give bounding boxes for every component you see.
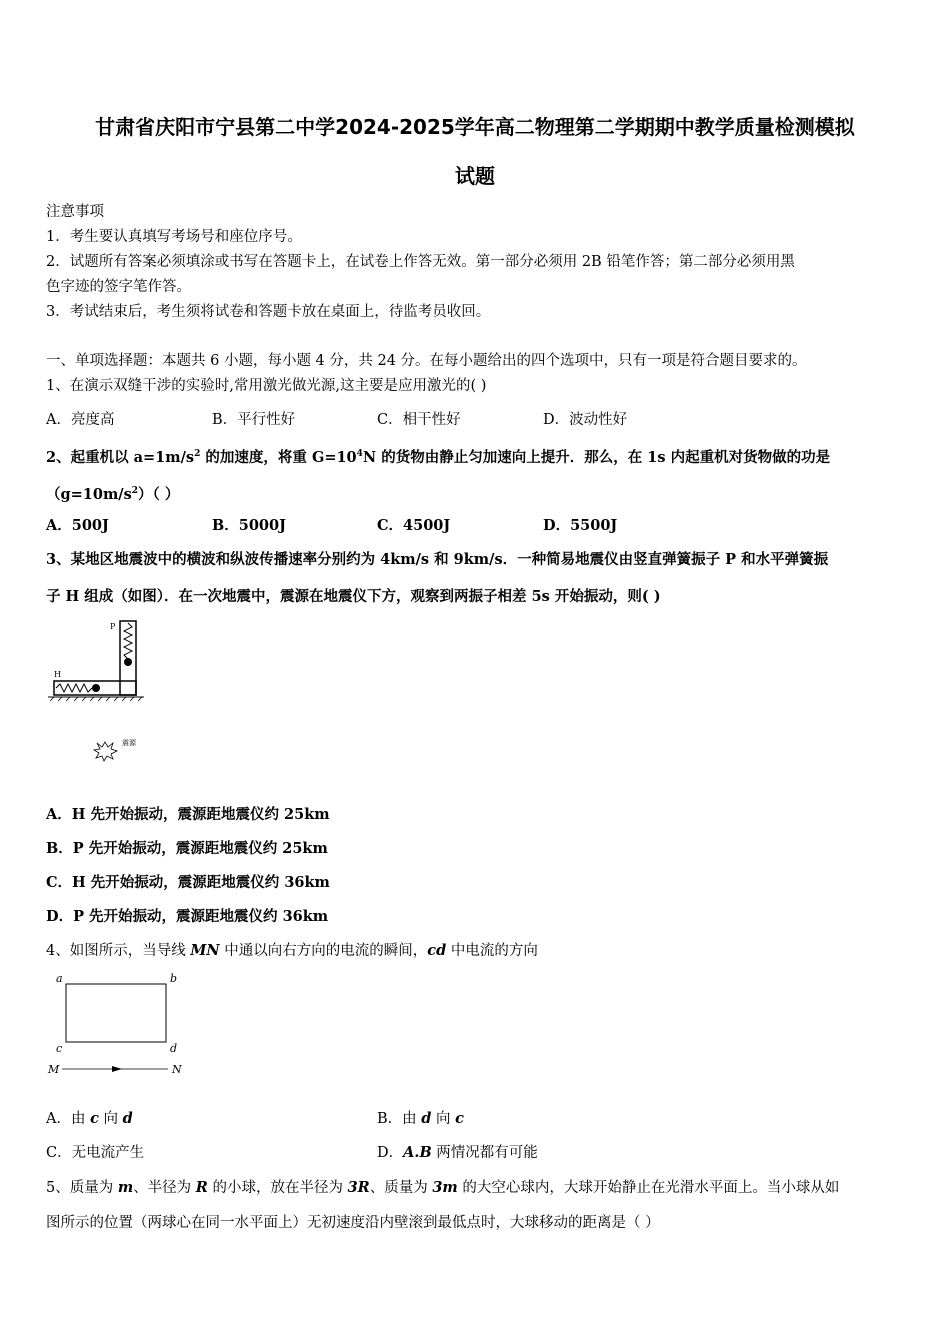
q5-stem-line2: 图所示的位置（两球心在同一水平面上）无初速度沿内壁滚到最低点时，大球移动的距离是（ ） (46, 1215, 660, 1231)
label-h: H (54, 670, 61, 679)
q3-option-a: A．H 先开始振动，震源距地震仪约 25km (46, 806, 330, 823)
q5-p5: 的大空心球内，大球开始静止在光滑水平面上。当小球从如 (457, 1180, 840, 1196)
label-a: a (56, 972, 63, 985)
q4-stem-b: 中通以向右方向的电流的瞬间， (219, 943, 428, 959)
label-n: N (172, 1063, 182, 1076)
q1-option-c: C．相干性好 (377, 412, 461, 428)
horizontal-spring (56, 684, 92, 692)
q4-option-c: C．无电流产生 (46, 1145, 145, 1161)
q5-r: R (195, 1179, 208, 1196)
notice-item-2-cont: 色字迹的签字笔作答。 (46, 279, 191, 295)
q3-option-b: B．P 先开始振动，震源距地震仪约 25km (46, 840, 328, 857)
q2-stem2-b: ）（ ） (138, 485, 180, 503)
notice-item-1: 1．考生要认真填写考场号和座位序号。 (46, 229, 302, 245)
q3-option-d: D．P 先开始振动，震源距地震仪约 36km (46, 908, 329, 925)
q2-option-c: C．4500J (377, 517, 451, 534)
q2-option-d: D．5500J (543, 517, 618, 534)
label-source: 震源 (122, 739, 136, 747)
q4-circuit-figure (46, 968, 196, 1080)
q3-seismometer-figure (46, 615, 156, 775)
q3-stem-line2: 子 H 组成（如图）．在一次地震中，震源在地震仪下方，观察到两振子相差 5s 开始振动，则( ) (46, 588, 661, 605)
q5-p4: 、质量为 (369, 1180, 433, 1196)
notice-heading: 注意事项 (46, 204, 104, 220)
q2-option-a: A．500J (46, 517, 109, 534)
vertical-spring (124, 623, 132, 659)
q5-p2: 、半径为 (133, 1180, 196, 1196)
loop-abcd (66, 984, 166, 1042)
q3-option-c: C．H 先开始振动，震源距地震仪约 36km (46, 874, 330, 891)
q1-option-b: B．平行性好 (212, 412, 296, 428)
q4-option-b (377, 1108, 464, 1130)
mass-h (92, 684, 100, 692)
q1-stem: 1、在演示双缝干涉的实验时,常用激光做光源,这主要是应用激光的( ) (46, 378, 487, 394)
q1-option-d: D．波动性好 (543, 412, 628, 428)
q5-m: m (117, 1179, 134, 1196)
q5-p3: 的小球，放在半径为 (207, 1180, 348, 1196)
q4-opt-b-pre: B．由 (377, 1111, 422, 1127)
notice-item-2: 2．试题所有答案必须填涂或书写在答题卡上，在试卷上作答无效。第一部分必须用 2B 铅笔作答；第二部分必须用黑 (46, 254, 795, 270)
q4-opt-b-d: d (421, 1110, 432, 1127)
q3-stem-line1: 3、某地区地震波中的横波和纵波传播速率分别约为 4km/s 和 9km/s．一种简易地震仪由竖直弹簧振子 P 和水平弹簧振 (46, 551, 829, 568)
q4-stem-c: 中电流的方向 (446, 943, 538, 959)
q4-option-d (377, 1142, 538, 1164)
q4-stem (46, 940, 910, 962)
q2-sup-2: 4 (356, 449, 363, 459)
label-d: d (170, 1042, 178, 1055)
q2-stem-a: 2、起重机以 a=1m/s (46, 448, 195, 466)
current-arrow-icon (112, 1066, 122, 1072)
q4-opt-a-d: d (122, 1110, 133, 1127)
q2-sup-3: 2 (131, 486, 139, 496)
q4-opt-a-mid: 向 (98, 1111, 123, 1127)
q4-option-a (46, 1108, 133, 1130)
q4-opt-b-mid: 向 (431, 1111, 456, 1127)
label-p: P (110, 622, 116, 631)
q2-stem-c: N 的货物由静止匀加速向上提升．那么，在 1s 内起重机对货物做的功是 (362, 448, 831, 466)
label-c: c (56, 1042, 63, 1055)
exam-title-line1: 甘肃省庆阳市宁县第二中学2024-2025学年高二物理第二学期期中教学质量检测模拟 (95, 115, 855, 139)
notice-item-3: 3．考试结束后，考生须将试卷和答题卡放在桌面上，待监考员收回。 (46, 304, 491, 320)
q4-opt-b-c: c (455, 1110, 464, 1127)
q4-opt-d-pre: D． (377, 1145, 404, 1161)
q5-3r: 3R (347, 1179, 370, 1196)
exam-title-line2: 试题 (455, 164, 495, 188)
q2-sup-1: 2 (194, 449, 201, 459)
q4-opt-a-pre: A．由 (46, 1111, 91, 1127)
label-b: b (170, 972, 178, 985)
q4-cd: cd (427, 942, 447, 959)
ground-hatching (50, 697, 142, 701)
q5-p1: 5、质量为 (46, 1180, 118, 1196)
q2-option-b: B．5000J (212, 517, 286, 534)
q4-opt-a-c: c (90, 1110, 99, 1127)
q2-stem-b: 的加速度，将重 G=10 (200, 448, 357, 466)
q4-mn: MN (190, 942, 220, 959)
q4-opt-d-post: 两情况都有可能 (431, 1145, 538, 1161)
q2-stem-line2 (46, 480, 910, 506)
q4-opt-d-ab: A.B (403, 1144, 432, 1161)
q4-stem-a: 4、如图所示，当导线 (46, 943, 191, 959)
epicenter-burst-icon (94, 742, 117, 761)
label-m: M (48, 1063, 60, 1076)
q2-stem2-a: （g=10m/s (46, 485, 132, 503)
q5-3m: 3m (432, 1179, 458, 1196)
q5-stem-line1 (46, 1177, 910, 1199)
mass-p (124, 658, 132, 666)
section-1-heading: 一、单项选择题：本题共 6 小题，每小题 4 分，共 24 分。在每小题给出的四个选项中，只有一项是符合题目要求的。 (46, 353, 807, 369)
q1-option-a: A．亮度高 (46, 412, 115, 428)
q2-stem-line1 (46, 443, 910, 469)
